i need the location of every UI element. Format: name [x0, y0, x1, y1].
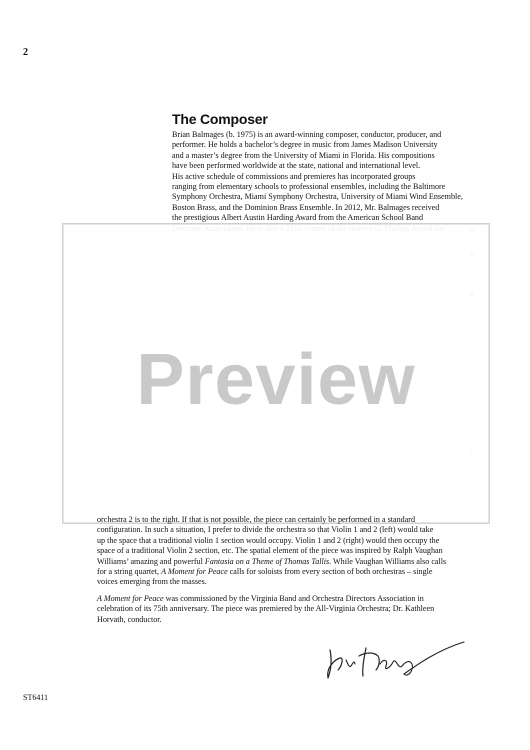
- bio-line: performer. He holds a bachelor’s degree in music from James Madison University: [172, 140, 438, 150]
- bio-line: ranging from elementary schools to professional ensembles, including the Baltimore: [172, 182, 446, 192]
- bio-line: Brian Balmages (b. 1975) is an award-winning composer, conductor, producer, and: [172, 130, 442, 139]
- notes-line: [97, 567, 469, 577]
- notes-line: [97, 546, 469, 556]
- work-title: A Moment for Peace: [161, 567, 228, 577]
- notes-text: Horvath, conductor.: [97, 614, 162, 624]
- bio-line: His active schedule of commissions and premieres has incorporated groups: [172, 171, 416, 181]
- notes-line: [97, 525, 469, 535]
- work-title: Fantasia on a Theme of Thomas Tallis: [204, 556, 330, 566]
- notes-text: calls for soloists from every section of both orchestras – single: [227, 567, 433, 577]
- page-number: 2: [23, 47, 28, 58]
- bio-line: Symphony Orchestra, Miami Symphony Orchestra, University of Miami Wind Ensemble,: [172, 192, 463, 202]
- catalog-code: ST6411: [23, 693, 49, 702]
- program-notes: [97, 515, 469, 625]
- notes-line: [97, 615, 469, 625]
- notes-text: was commissioned by the Virginia Band and Orchestra Directors Association in: [163, 593, 424, 603]
- bio-line: and a master’s degree from the University of Miami in Florida. His compositions: [172, 150, 435, 160]
- notes-text: . While Vaughan Williams also calls: [329, 556, 447, 566]
- notes-line: [97, 515, 469, 525]
- notes-text: space of a traditional Violin 2 section, etc. The spatial element of the piece was inspired by Ralph Vaughan: [97, 546, 443, 556]
- notes-line: [97, 594, 469, 604]
- notes-text: Williams’ amazing and powerful: [97, 556, 205, 566]
- section-title: The Composer: [172, 111, 268, 127]
- composer-signature: [318, 630, 468, 685]
- notes-text: up the space that a traditional violin 1 section would occupy. Violin 1 and 2 (right) would then occupy the: [97, 535, 440, 545]
- bio-line: have been performed worldwide at the state, national and international level.: [172, 161, 421, 171]
- work-title: A Moment for Peace: [97, 593, 164, 603]
- preview-overlay: [62, 223, 490, 524]
- bio-line: Boston Brass, and the Dominion Brass Ensemble. In 2012, Mr. Balmages received: [172, 202, 440, 212]
- notes-text: voices emerging from the masses.: [97, 577, 207, 587]
- notes-line: [97, 577, 469, 587]
- notes-line: [97, 604, 469, 614]
- notes-text: orchestra 2 is to the right. If that is not possible, the piece can certainly be performed in a standard: [97, 515, 416, 524]
- notes-text: for a string quartet,: [97, 567, 162, 577]
- notes-text: configuration. In such a situation, I prefer to divide the orchestra so that Violin 1 and 2 (left) would take: [97, 525, 434, 535]
- notes-text: celebration of its 75th anniversary. The piece was premiered by the All-Virginia Orchestra; Dr. Kathleen: [97, 604, 435, 614]
- bio-line: the prestigious Albert Austin Harding Award from the American School Band: [172, 213, 424, 223]
- composer-bio: [172, 130, 464, 234]
- notes-line: [97, 536, 469, 546]
- preview-watermark: Preview: [136, 340, 416, 420]
- notes-line: [97, 557, 469, 567]
